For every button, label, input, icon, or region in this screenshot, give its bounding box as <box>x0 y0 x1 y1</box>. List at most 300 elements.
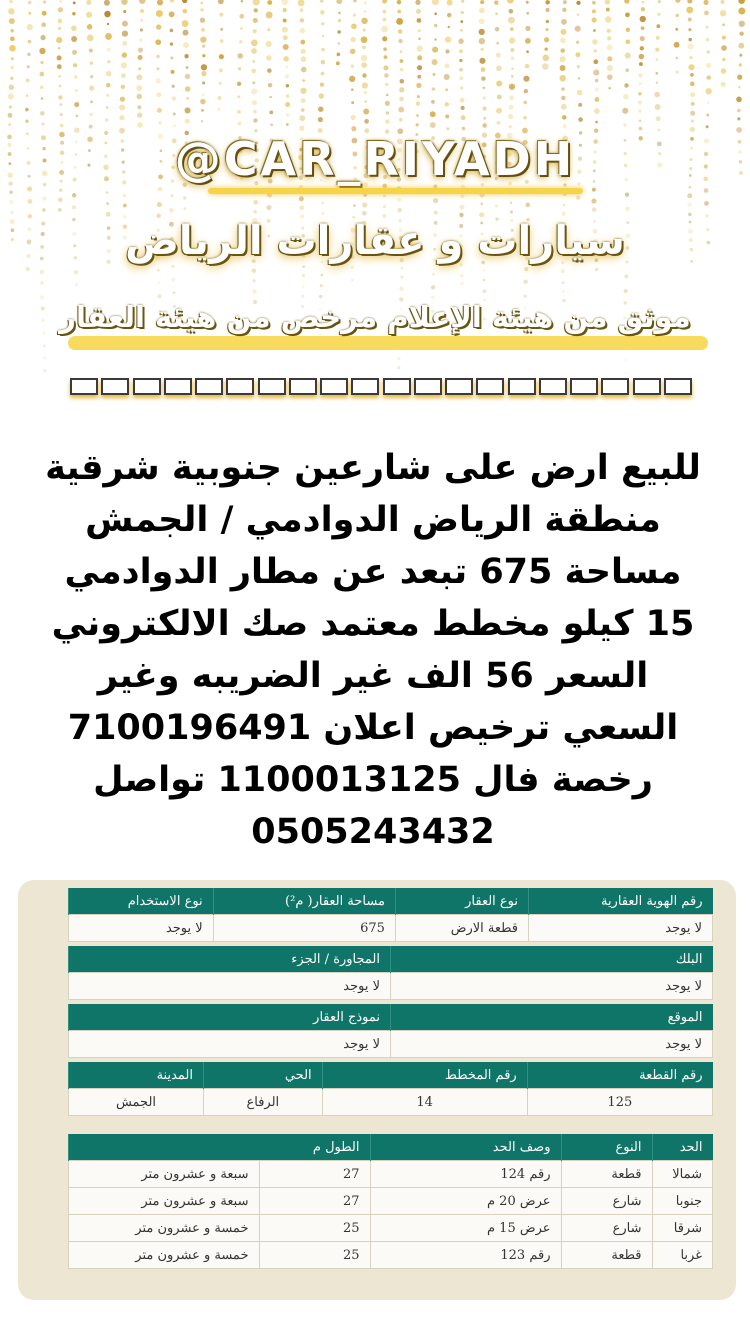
sparkle-dot <box>382 36 387 41</box>
sparkle-dot <box>397 208 402 213</box>
sparkle-dot <box>386 93 389 96</box>
sparkle-dot <box>706 114 709 117</box>
sparkle-dot <box>301 49 306 54</box>
sparkle-dot <box>482 87 485 90</box>
sparkle-dot <box>73 1 76 4</box>
sparkle-dot <box>511 67 513 69</box>
sparkle-dot <box>302 265 305 268</box>
sparkle-dot <box>524 267 528 271</box>
sparkle-dot <box>41 123 44 126</box>
city-header: المدينة <box>69 1062 204 1089</box>
sparkle-dot <box>8 93 14 99</box>
sparkle-dot <box>39 72 44 77</box>
sparkle-dot <box>460 86 463 89</box>
sparkle-dot <box>625 68 629 72</box>
sparkle-dot <box>578 117 583 122</box>
sparkle-dot <box>351 115 356 120</box>
sparkle-dot <box>639 119 642 122</box>
sparkle-dot <box>459 49 463 53</box>
sparkle-dot <box>706 125 709 128</box>
sparkle-dot <box>560 65 566 71</box>
sparkle-dot <box>337 30 340 33</box>
listing-description <box>20 442 726 858</box>
sparkle-dot <box>594 50 597 53</box>
sparkle-dot <box>656 116 661 121</box>
sparkle-dot <box>707 101 710 104</box>
sparkle-dot <box>560 29 566 35</box>
sparkle-dot <box>739 63 742 66</box>
sparkle-dot <box>688 213 691 216</box>
sparkle-dot <box>282 0 288 5</box>
sparkle-dot <box>10 77 13 80</box>
sparkle-dot <box>9 18 15 24</box>
sparkle-dot <box>674 42 680 48</box>
sparkle-dot <box>362 45 366 49</box>
sparkle-dot <box>300 8 304 12</box>
sparkle-dot <box>496 81 502 87</box>
sparkle-dot <box>40 295 44 299</box>
sparkle-dot <box>738 43 744 49</box>
sparkle-dot <box>267 28 270 31</box>
sparkle-dot <box>561 269 565 273</box>
sparkle-dot <box>721 0 725 4</box>
sparkle-dot <box>607 65 613 71</box>
sparkle-dot <box>507 0 514 4</box>
district-value: الرفاع <box>204 1089 323 1116</box>
sparkle-dot <box>43 344 46 347</box>
sparkle-dot <box>676 14 679 17</box>
sparkle-dot <box>173 291 176 294</box>
dash-segment <box>133 378 161 395</box>
brand-title: سيارات و عقارات الرياض <box>125 218 625 264</box>
sparkle-dot <box>155 39 161 45</box>
sparkle-dot <box>594 108 600 114</box>
sparkle-dot <box>706 63 711 68</box>
sparkle-dot <box>40 86 43 89</box>
sparkle-dot <box>479 212 484 217</box>
sparkle-dot <box>122 41 127 46</box>
sparkle-dot <box>58 197 62 201</box>
sparkle-dot <box>200 8 203 11</box>
sparkle-dot <box>482 106 486 110</box>
promo-header <box>0 0 750 420</box>
sparkle-dot <box>608 87 611 90</box>
bound-direction-header: الحد <box>652 1134 713 1161</box>
plot-number-header: رقم القطعة <box>527 1062 712 1089</box>
sparkle-dot <box>183 30 189 36</box>
sparkle-dot <box>27 24 33 30</box>
sparkle-dot <box>90 101 93 104</box>
sparkle-dot <box>384 55 388 59</box>
sparkle-dot <box>593 59 598 64</box>
sparkle-dot <box>385 119 390 124</box>
model-header: نموذج العقار <box>69 1004 391 1031</box>
sparkle-dot <box>122 21 128 27</box>
sparkle-dot <box>397 0 402 4</box>
sparkle-dot <box>58 27 61 30</box>
sparkle-dot <box>706 26 709 29</box>
sparkle-dot <box>364 100 367 103</box>
sparkle-dot <box>237 95 240 98</box>
sparkle-dot <box>300 88 306 94</box>
subtitle-highlight <box>68 336 708 350</box>
sparkle-dot <box>318 106 323 111</box>
sparkle-dot <box>622 108 628 114</box>
bound-direction: جنوبا <box>652 1188 713 1215</box>
sparkle-dot <box>479 58 485 64</box>
sparkle-dot <box>170 194 173 197</box>
sparkle-dot <box>364 119 369 124</box>
sparkle-dot <box>563 124 567 128</box>
sparkle-dot <box>353 0 357 2</box>
sparkle-dot <box>508 17 515 24</box>
sparkle-dot <box>737 117 740 120</box>
sparkle-dot <box>123 10 126 13</box>
property-area-header: مساحة العقار( م²) <box>213 888 395 915</box>
sparkle-dot <box>58 7 63 12</box>
sparkle-dot <box>9 190 12 193</box>
sparkle-dot <box>526 50 529 53</box>
sparkle-dot <box>283 8 287 12</box>
sparkle-dot <box>447 13 451 17</box>
sparkle-dot <box>675 57 678 60</box>
deed-details-card <box>18 880 736 1300</box>
bound-length-words: خمسة و عشرون متر <box>69 1242 260 1269</box>
sparkle-dot <box>483 97 486 100</box>
sparkle-dot <box>688 28 691 31</box>
sparkle-dot <box>479 29 485 35</box>
location-table <box>68 1004 713 1058</box>
sparkle-dot <box>417 95 420 98</box>
sparkle-dot <box>400 267 403 270</box>
sparkle-dot <box>364 91 367 94</box>
sparkle-dot <box>320 82 324 86</box>
sparkle-dot <box>607 56 612 61</box>
sparkle-dot <box>658 0 661 3</box>
sparkle-dot <box>350 266 354 270</box>
sparkle-dot <box>185 74 190 79</box>
sparkle-dot <box>27 186 32 191</box>
location-header: الموقع <box>391 1004 713 1031</box>
sparkle-dot <box>675 0 680 3</box>
bound-length-words: خمسة و عشرون متر <box>69 1215 260 1242</box>
sparkle-dot <box>219 82 222 85</box>
dash-segment <box>570 378 598 395</box>
sparkle-dot <box>383 195 386 198</box>
sparkle-dot <box>687 202 692 207</box>
sparkle-dot <box>641 7 645 11</box>
gold-sparkle-curtain <box>0 0 750 420</box>
sparkle-dot <box>385 83 388 86</box>
sparkle-dot <box>383 205 386 208</box>
sparkle-dot <box>283 44 289 50</box>
sparkle-dot <box>417 75 421 79</box>
sparkle-dot <box>686 6 693 13</box>
sparkle-dot <box>351 279 354 282</box>
sparkle-dot <box>286 123 289 126</box>
sparkle-dot <box>479 38 485 44</box>
bound-length: 25 <box>259 1215 370 1242</box>
sparkle-dot <box>42 208 45 211</box>
sparkle-dot <box>562 281 565 284</box>
sparkle-dot <box>172 85 175 88</box>
sparkle-dot <box>184 54 188 58</box>
sparkle-dot <box>74 75 77 78</box>
sparkle-dot <box>641 1 644 4</box>
sparkle-dot <box>136 74 142 80</box>
sparkle-dot <box>72 50 77 55</box>
sparkle-dot <box>592 18 597 23</box>
sparkle-dot <box>26 78 30 82</box>
sparkle-dot <box>157 294 161 298</box>
sparkle-dot <box>639 82 642 85</box>
sparkle-dot <box>459 213 463 217</box>
property-area-value: 675 <box>213 915 395 942</box>
sparkle-dot <box>523 76 529 82</box>
dash-segment <box>414 378 442 395</box>
sparkle-dot <box>497 95 502 100</box>
sparkle-dot <box>320 284 323 287</box>
sparkle-dot <box>173 112 176 115</box>
sparkle-dot <box>595 121 598 124</box>
sparkle-dot <box>268 83 273 88</box>
sparkle-dot <box>416 123 419 126</box>
sparkle-dot <box>173 124 175 126</box>
sparkle-dot <box>721 45 727 51</box>
sparkle-dot <box>496 108 502 114</box>
sparkle-dot <box>561 104 567 110</box>
dash-segment <box>164 378 192 395</box>
sparkle-dot <box>431 296 435 300</box>
sparkle-dot <box>688 38 691 41</box>
sparkle-dot <box>510 27 513 30</box>
sparkle-dot <box>9 106 12 109</box>
sparkle-dot <box>546 8 550 12</box>
sparkle-dot <box>688 64 694 70</box>
sparkle-dot <box>90 75 94 79</box>
sparkle-dot <box>720 10 727 17</box>
bound-description-header: وصف الحد <box>370 1134 561 1161</box>
sparkle-dot <box>508 114 513 119</box>
sparkle-dot <box>399 87 404 92</box>
sparkle-dot <box>546 28 549 31</box>
sparkle-dot <box>496 53 501 58</box>
bound-direction: شمالا <box>652 1161 713 1188</box>
sparkle-dot <box>9 85 14 90</box>
sparkle-dot <box>10 66 14 70</box>
sparkle-dot <box>688 17 692 21</box>
table-row <box>69 1188 713 1215</box>
sparkle-dot <box>562 290 565 293</box>
sparkle-dot <box>416 101 421 106</box>
sparkle-dot <box>75 283 78 286</box>
bound-length-words: سبعة و عشرون متر <box>69 1161 260 1188</box>
table-row <box>69 1215 713 1242</box>
sparkle-dot <box>106 94 109 97</box>
sparkle-dot <box>560 56 566 62</box>
dash-segment <box>383 378 411 395</box>
sparkle-dot <box>607 29 611 33</box>
sparkle-dot <box>445 49 449 53</box>
sparkle-dot <box>169 11 175 17</box>
sparkle-dot <box>416 114 419 117</box>
sparkle-dot <box>43 369 46 372</box>
bound-length: 25 <box>259 1242 370 1269</box>
sparkle-dot <box>237 110 241 114</box>
sparkle-dot <box>239 14 244 19</box>
sparkle-dot <box>351 126 356 131</box>
sparkle-dot <box>560 38 566 44</box>
sparkle-dot <box>495 204 498 207</box>
sparkle-dot <box>157 202 162 207</box>
sparkle-dot <box>106 202 109 205</box>
city-value: الجمش <box>69 1089 204 1116</box>
sparkle-dot <box>138 47 143 52</box>
sparkle-dot <box>10 211 13 214</box>
sparkle-dot <box>170 57 173 60</box>
sparkle-dot <box>595 268 599 272</box>
sparkle-dot <box>722 58 725 61</box>
sparkle-dot <box>361 62 367 68</box>
sparkle-dot <box>123 204 127 208</box>
sparkle-dot <box>184 207 187 210</box>
property-id-header: رقم الهوية العقارية <box>529 888 713 915</box>
sparkle-dot <box>252 60 255 63</box>
sparkle-dot <box>182 20 189 27</box>
sparkle-dot <box>462 127 466 131</box>
sparkle-dot <box>461 106 465 110</box>
sparkle-dot <box>416 83 421 88</box>
sparkle-dot <box>202 81 205 84</box>
table-row <box>69 1161 713 1188</box>
dash-segment <box>320 378 348 395</box>
sparkle-dot <box>40 270 44 274</box>
sparkle-dot <box>542 55 549 62</box>
ad-line: منطقة الرياض الدوادمي / الجمش <box>85 500 661 540</box>
sparkle-dot <box>445 102 449 106</box>
sparkle-dot <box>432 59 438 65</box>
sparkle-dot <box>136 85 142 91</box>
sparkle-dot <box>138 55 143 60</box>
sparkle-dot <box>592 188 596 192</box>
sparkle-dot <box>416 9 421 14</box>
sparkle-dot <box>399 97 404 102</box>
sparkle-dot <box>382 0 387 4</box>
sparkle-dot <box>545 47 548 50</box>
sparkle-dot <box>107 23 109 25</box>
sparkle-dot <box>563 0 567 4</box>
sparkle-dot <box>140 9 144 13</box>
sparkle-dot <box>218 0 224 4</box>
sparkle-dot <box>418 38 420 40</box>
sparkle-dot <box>300 40 305 45</box>
sparkle-dot <box>400 276 403 279</box>
sparkle-dot <box>237 122 241 126</box>
sparkle-dot <box>59 188 63 192</box>
sparkle-dot <box>201 120 203 122</box>
sparkle-dot <box>42 11 47 16</box>
sparkle-dot <box>137 122 143 128</box>
sparkle-dot <box>11 57 14 60</box>
sparkle-dot <box>363 29 366 32</box>
neighbor-value: لا يوجد <box>69 973 391 1000</box>
bound-length-words: سبعة و عشرون متر <box>69 1188 260 1215</box>
sparkle-dot <box>481 48 484 51</box>
sparkle-dot <box>562 8 566 12</box>
sparkle-dot <box>58 75 60 77</box>
sparkle-dot <box>542 63 548 69</box>
sparkle-dot <box>691 102 695 106</box>
sparkle-dot <box>361 18 368 25</box>
sparkle-dot <box>286 84 289 87</box>
sparkle-dot <box>459 205 464 210</box>
ad-line: للبيع ارض على شارعين جنوبية شرقية <box>45 448 701 488</box>
bound-length: 27 <box>259 1188 370 1215</box>
sparkle-dot <box>430 122 436 128</box>
bound-length: 27 <box>259 1161 370 1188</box>
sparkle-dot <box>525 203 530 208</box>
sparkle-dot <box>397 198 401 202</box>
property-info-table <box>68 888 713 942</box>
sparkle-dot <box>445 36 451 42</box>
bound-type: قطعة <box>561 1242 652 1269</box>
sparkle-dot <box>171 70 175 74</box>
sparkle-dot <box>301 108 305 112</box>
sparkle-dot <box>285 66 287 68</box>
account-handle: @CAR_RIYADH <box>174 132 576 186</box>
sparkle-dot <box>396 18 403 25</box>
sparkle-dot <box>562 212 566 216</box>
sparkle-dot <box>182 0 187 3</box>
sparkle-dot <box>219 13 223 17</box>
sparkle-dot <box>638 100 642 104</box>
sparkle-dot <box>399 39 403 43</box>
sparkle-dot <box>722 23 725 26</box>
sparkle-dot <box>706 214 709 217</box>
sparkle-dot <box>169 208 174 213</box>
sparkle-dot <box>623 123 626 126</box>
sparkle-dot <box>219 54 224 59</box>
sparkle-dot <box>121 73 126 78</box>
sparkle-dot <box>495 27 500 32</box>
sparkle-dot <box>382 10 386 14</box>
usage-type-value: لا يوجد <box>69 915 214 942</box>
sparkle-dot <box>434 24 438 28</box>
sparkle-dot <box>431 100 435 104</box>
sparkle-dot <box>385 101 390 106</box>
sparkle-dot <box>690 73 694 77</box>
sparkle-dot <box>252 81 255 84</box>
sparkle-dot <box>400 79 405 84</box>
sparkle-dot <box>448 26 450 28</box>
sparkle-dot <box>640 46 644 50</box>
sparkle-dot <box>497 121 501 125</box>
sparkle-dot <box>201 71 206 76</box>
sparkle-dot <box>58 47 60 49</box>
sparkle-dot <box>675 28 678 31</box>
sparkle-dot <box>461 115 466 120</box>
sparkle-dot <box>8 8 15 15</box>
bound-description: عرض 20 م <box>370 1188 561 1215</box>
sparkle-dot <box>321 60 326 65</box>
sparkle-dot <box>510 201 512 203</box>
contact-phone[interactable]: 0505243432 <box>251 812 495 852</box>
sparkle-dot <box>737 74 742 79</box>
model-value: لا يوجد <box>69 1031 391 1058</box>
sparkle-dot <box>251 88 257 94</box>
sparkle-dot <box>523 101 527 105</box>
sparkle-dot <box>738 86 740 88</box>
